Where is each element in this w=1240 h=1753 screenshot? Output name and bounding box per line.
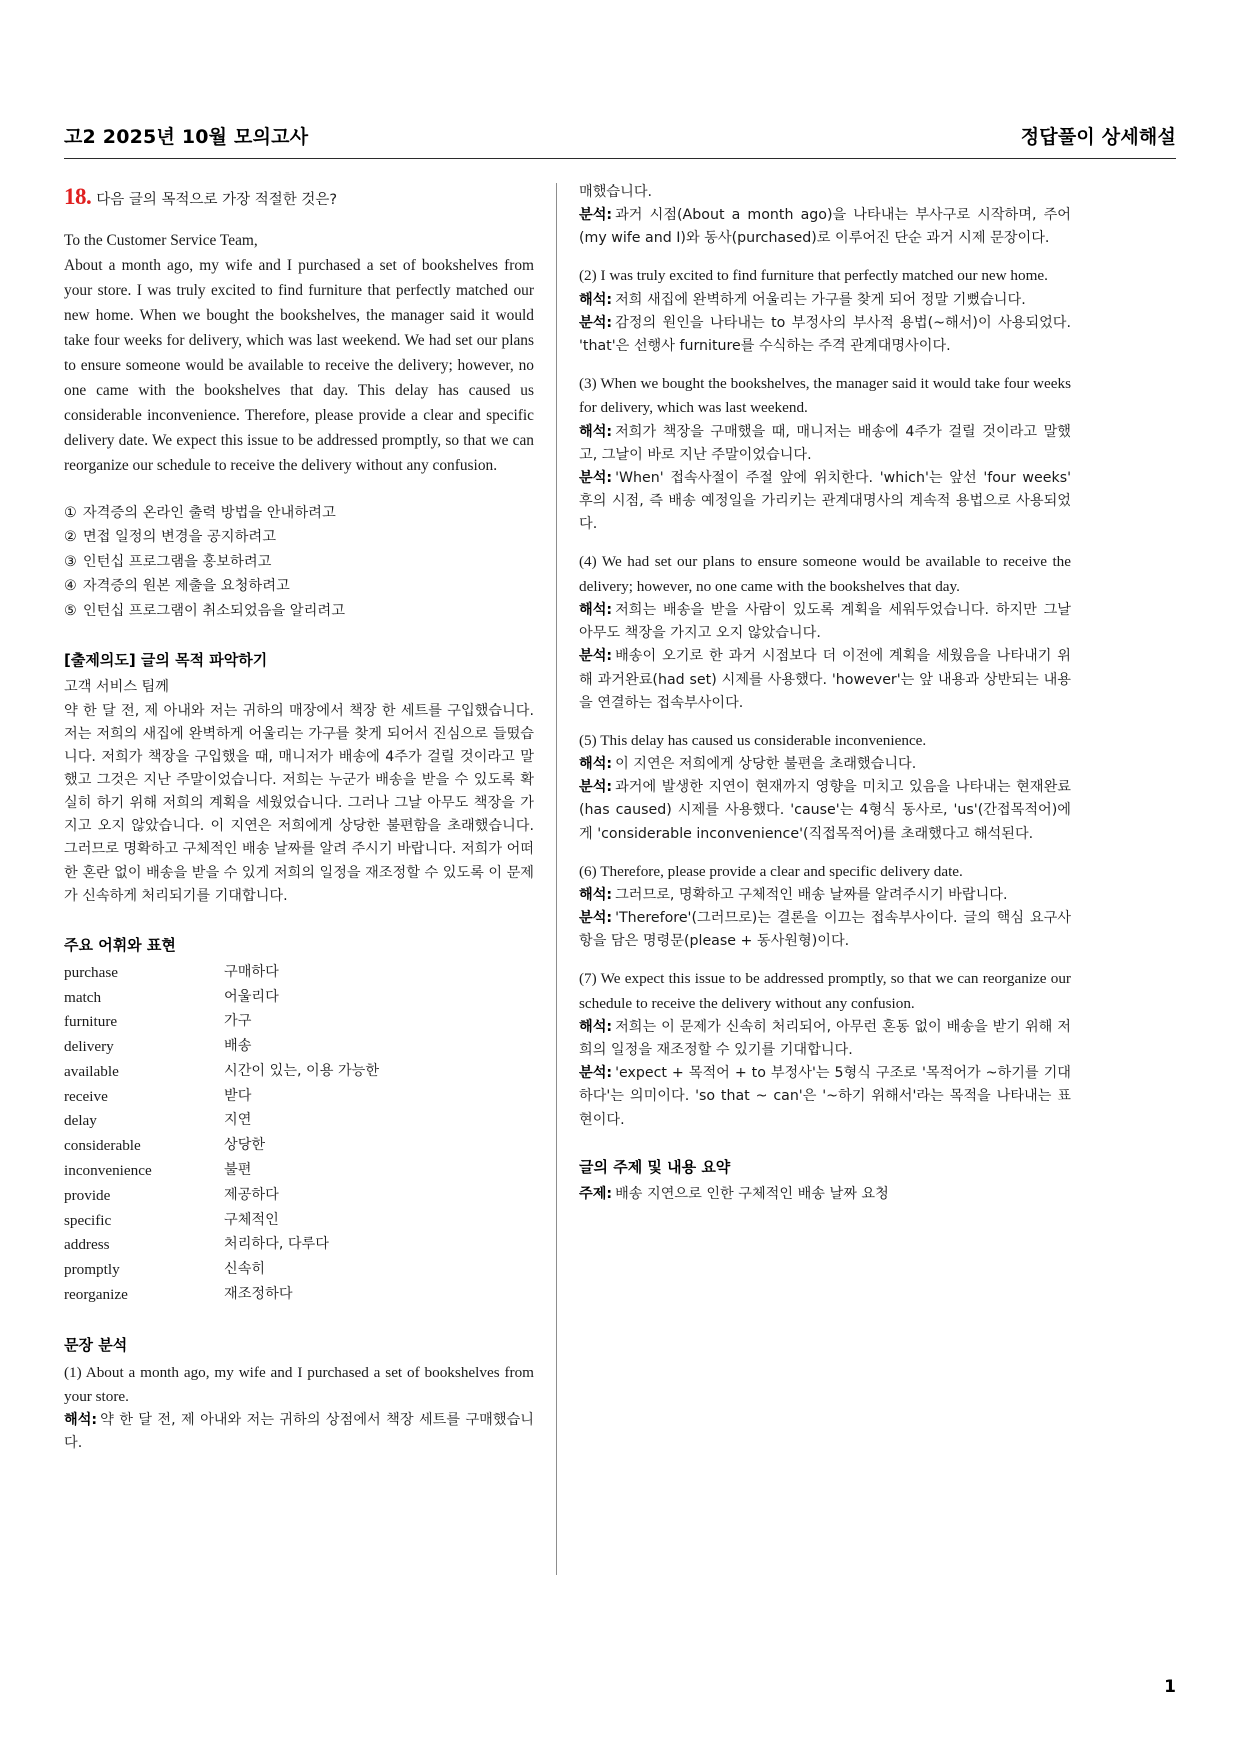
analysis-label: 분석: <box>579 314 613 331</box>
vocabulary-meaning: 신속히 <box>224 1261 266 1278</box>
translation-text: 그러므로, 명확하고 구체적인 배송 날짜를 알려주시기 바랍니다. <box>615 887 1008 903</box>
summary-body <box>579 1183 1071 1206</box>
translation-label: 해석: <box>64 1412 98 1429</box>
vocabulary-term: inconvenience <box>64 1162 152 1179</box>
vocabulary-row <box>64 1060 534 1085</box>
translation-text: 약 한 달 전, 제 아내와 저는 귀하의 상점에서 책장 세트를 구매했습니다. <box>64 1412 534 1452</box>
vocabulary-heading: 주요 어휘와 표현 <box>64 935 176 954</box>
translation-text: 저희는 이 문제가 신속히 처리되어, 아무런 혼동 없이 배송을 받기 위해 저희의 일정을 재조정할 수 있기를 기대합니다. <box>579 1019 1071 1059</box>
choice-1[interactable] <box>64 501 534 526</box>
vocabulary-term: purchase <box>64 963 118 981</box>
header-divider <box>64 158 1176 159</box>
analysis-label: 분석: <box>579 207 613 224</box>
translation-label: 해석: <box>579 887 613 903</box>
vocabulary-term: reorganize <box>64 1285 128 1303</box>
vocabulary-term: receive <box>64 1087 108 1105</box>
analysis-text: 'When' 접속사절이 주절 앞에 위치한다. 'which'는 앞선 'four weeks' 후의 시점, 즉 배송 예정일을 가리키는 관계대명사의 계속적 용법으로 사용되었다. <box>579 470 1071 533</box>
choice-label-2: 면접 일정의 변경을 공지하려고 <box>82 529 277 546</box>
question-number: 18. <box>64 184 92 209</box>
sentence-block-3 <box>579 372 1071 536</box>
choice-marker-2: ② <box>64 529 77 546</box>
sentence-translation-4 <box>579 599 1071 645</box>
intent-heading: [출제의도] 글의 목적 파악하기 <box>64 651 268 670</box>
analysis-label: 분석: <box>579 1065 613 1082</box>
intent-salutation: 고객 서비스 팀께 <box>64 679 169 696</box>
vocabulary-meaning: 가구 <box>224 1013 252 1030</box>
translation-label: 해석: <box>579 291 613 308</box>
vocabulary-term: delivery <box>64 1038 114 1056</box>
vocabulary-meaning: 처리하다, 다루다 <box>224 1236 329 1253</box>
translation-label: 해석: <box>579 423 613 440</box>
summary-text: 배송 지연으로 인한 구체적인 배송 날짜 요청 <box>615 1185 889 1202</box>
choice-5[interactable] <box>64 599 534 624</box>
choice-label-4: 자격증의 원본 제출을 요청하려고 <box>82 578 290 595</box>
vocabulary-term: available <box>64 1062 119 1080</box>
sentence-analysis-3 <box>579 467 1071 536</box>
left-column <box>64 181 556 1611</box>
analysis-label: 분석: <box>579 648 613 665</box>
vocabulary-meaning: 어울리다 <box>224 988 279 1005</box>
sentence-block-2 <box>579 264 1071 358</box>
page-number: 1 <box>1164 1677 1176 1697</box>
vocabulary-row <box>64 986 534 1011</box>
vocabulary-meaning: 불편 <box>224 1162 252 1178</box>
analysis-text: 'Therefore'(그러므로)는 결론을 이끄는 접속부사이다. 글의 핵심 요구사항을 담은 명령문(please + 동사원형)이다. <box>579 910 1071 950</box>
choice-label-3: 인턴십 프로그램을 홍보하려고 <box>82 553 272 570</box>
sentence-english-5: (5) This delay has caused us considerable inconvenience. <box>579 731 927 749</box>
choice-marker-3: ③ <box>64 553 77 570</box>
sentence-block-4 <box>579 550 1071 714</box>
translation-label: 해석: <box>579 756 613 773</box>
analysis-text: 배송이 오기로 한 과거 시점보다 더 이전에 계획을 세웠음을 나타내기 위해 과거완료(had set) 시제를 사용했다. 'however'는 앞 내용과 상반되는 내용을 연결하는 접속부사이다. <box>579 648 1071 711</box>
sentence-analysis-7 <box>579 1062 1071 1131</box>
vocabulary-row <box>64 1010 534 1035</box>
sentence-translation-1 <box>64 1409 534 1455</box>
vocabulary-term: provide <box>64 1186 111 1204</box>
choice-label-5: 인턴십 프로그램이 취소되었음을 알리려고 <box>82 602 346 619</box>
content-columns <box>64 181 1176 1611</box>
sentence-english-7: (7) We expect this issue to be addressed promptly, so that we can reorganize our schedule to receive the delivery without any confusion. <box>579 970 1071 1012</box>
sentence-translation-7 <box>579 1016 1071 1062</box>
sentence-translation-5 <box>579 753 1071 776</box>
vocabulary-meaning: 재조정하다 <box>224 1285 293 1302</box>
vocabulary-meaning: 구체적인 <box>224 1211 279 1228</box>
choice-4[interactable] <box>64 574 534 599</box>
analysis-label: 분석: <box>579 910 613 927</box>
analysis-heading: 문장 분석 <box>64 1335 128 1354</box>
vocabulary-meaning: 지연 <box>224 1112 252 1129</box>
vocabulary-term: furniture <box>64 1013 118 1031</box>
sentence-english-3: (3) When we bought the bookshelves, the manager said it would take four weeks for delivery, which was last weekend. <box>579 375 1071 417</box>
header-exam-title: 고2 2025년 10월 모의고사 <box>64 126 309 148</box>
sentence-analysis-4 <box>579 645 1071 714</box>
sentence-analysis-6 <box>579 907 1071 953</box>
answer-choices <box>64 501 534 624</box>
analysis-text: 과거 시점(About a month ago)을 나타내는 부사구로 시작하며, 주어(my wife and I)와 동사(purchased)로 이루어진 단순 과거 시제 문장이다. <box>579 207 1071 247</box>
vocabulary-row <box>64 1233 534 1258</box>
vocabulary-meaning: 제공하다 <box>224 1186 279 1203</box>
sentence-translation-6 <box>579 884 1071 907</box>
page-header <box>64 0 1176 149</box>
sentence-analysis-1 <box>579 204 1071 250</box>
question-prompt: 다음 글의 목적으로 가장 적절한 것은? <box>96 192 338 208</box>
translation-text: 저희 새집에 완벽하게 어울리는 가구를 찾게 되어 정말 기뻤습니다. <box>615 291 1026 308</box>
vocabulary-meaning: 받다 <box>224 1087 252 1104</box>
sentence-1-translation-continued: 매했습니다. <box>579 184 653 200</box>
choice-marker-1: ① <box>64 504 77 521</box>
choice-3[interactable] <box>64 550 534 575</box>
choice-marker-5: ⑤ <box>64 602 77 619</box>
sentence-block-7 <box>579 967 1071 1131</box>
translation-text: 저희는 배송을 받을 사람이 있도록 계획을 세워두었습니다. 하지만 그날 아무도 책장을 가지고 오지 않았습니다. <box>579 602 1071 642</box>
analysis-text: 'expect + 목적어 + to 부정사'는 5형식 구조로 '목적어가 ~하기를 기대하다'는 의미이다. 'so that ~ can'은 '~하기 위해서'라는 목적을 나타내는 표현이다. <box>579 1065 1071 1128</box>
vocabulary-row <box>64 1209 534 1234</box>
vocabulary-row <box>64 1184 534 1209</box>
vocabulary-meaning: 상당한 <box>224 1137 266 1154</box>
vocabulary-row <box>64 1258 534 1283</box>
sentence-analysis-2 <box>579 312 1071 358</box>
sentence-analysis-5 <box>579 776 1071 845</box>
vocabulary-row <box>64 1134 534 1159</box>
vocabulary-term: address <box>64 1236 110 1254</box>
sentence-english-2: (2) I was truly excited to find furniture that perfectly matched our new home. <box>579 267 1048 285</box>
vocabulary-row <box>64 1035 534 1060</box>
choice-2[interactable] <box>64 525 534 550</box>
sentence-english-6: (6) Therefore, please provide a clear and specific delivery date. <box>579 862 963 880</box>
summary-label: 주제: <box>579 1185 613 1202</box>
vocabulary-row <box>64 1159 534 1184</box>
passage-body: About a month ago, my wife and I purchased a set of bookshelves from your store. I was truly excited to find furniture that perfectly matched our new home. When we bought the bookshelves, the manager said it would take four weeks for delivery, which was last weekend. We had set our plans to ensure someone would be available to receive the delivery; however, no one came with the bookshelves that day. This delay has caused us considerable inconvenience. Therefore, please provide a clear and specific delivery date. We expect this issue to be addressed promptly, so that we can reorganize our schedule to receive the delivery without any confusion. <box>64 257 534 474</box>
column-divider <box>556 183 557 1575</box>
vocabulary-term: promptly <box>64 1261 120 1279</box>
summary-heading: 글의 주제 및 내용 요약 <box>579 1157 731 1176</box>
vocabulary-term: delay <box>64 1112 97 1130</box>
vocabulary-row <box>64 1085 534 1110</box>
sentence-translation-2 <box>579 289 1071 312</box>
vocabulary-meaning: 시간이 있는, 이용 가능한 <box>224 1062 380 1079</box>
translation-label: 해석: <box>579 602 613 619</box>
analysis-label: 분석: <box>579 470 613 487</box>
translation-text: 저희가 책장을 구매했을 때, 매니저는 배송에 4주가 걸릴 것이라고 말했고, 그날이 바로 지난 주말이었습니다. <box>579 423 1071 463</box>
analysis-label: 분석: <box>579 779 613 796</box>
analysis-text: 감정의 원인을 나타내는 to 부정사의 부사적 용법(~해서)이 사용되었다. 'that'은 선행사 furniture를 수식하는 주격 관계대명사이다. <box>579 314 1071 355</box>
sentence-block-5 <box>579 729 1071 846</box>
choice-marker-4: ④ <box>64 578 77 595</box>
vocabulary-row <box>64 1283 534 1308</box>
intent-translation: 약 한 달 전, 제 아내와 저는 귀하의 매장에서 책장 한 세트를 구입했습니다. 저는 저희의 새집에 완벽하게 어울리는 가구를 찾게 되어서 진심으로 들떴습니다. 저희가 책장을 구입했을 때, 매니저가 배송에 4주가 걸릴 것이라고 말했고 그것은 지난 주말이었습니다. 저희는 누군가 배송을 받을 수 있도록 확실히 하기 위해 저희의 계획을 세웠었습니다. 그러나 그날 아무도 책장을 가지고 오지 않았습니다. 이 지연은 저희에게 상당한 불편함을 초래했습니다. 그러므로 명확하고 구체적인 배송 날짜를 알려 주시기 바랍니다. 저희가 어떠한 혼란 없이 배송을 받을 수 있게 저희의 일정을 재조정할 수 있도록 이 문제가 신속하게 처리되기를 기대합니다. <box>64 702 534 904</box>
vocabulary-table <box>64 961 534 1308</box>
vocabulary-term: match <box>64 988 102 1006</box>
vocabulary-term: specific <box>64 1211 112 1229</box>
vocabulary-row <box>64 1109 534 1134</box>
vocabulary-meaning: 구매하다 <box>224 963 279 980</box>
sentence-translation-3 <box>579 421 1071 467</box>
header-section-title: 정답풀이 상세해설 <box>1020 126 1176 148</box>
right-column <box>579 181 1071 1611</box>
question-heading <box>64 181 534 212</box>
vocabulary-term: considerable <box>64 1137 141 1155</box>
analysis-text: 과거에 발생한 지연이 현재까지 영향을 미치고 있음을 나타내는 현재완료(has caused) 시제를 사용했다. 'cause'는 4형식 동사로, 'us'(간접목적어)에게 'considerable inconvenience'(직접목적어)를 초래했다고 해석된다. <box>579 779 1071 842</box>
choice-label-1: 자격증의 온라인 출력 방법을 안내하려고 <box>82 504 336 521</box>
translation-label: 해석: <box>579 1019 613 1036</box>
sentence-block-1 <box>64 1361 534 1456</box>
vocabulary-meaning: 배송 <box>224 1038 252 1055</box>
vocabulary-row <box>64 961 534 986</box>
passage-salutation: To the Customer Service Team, <box>64 232 258 250</box>
sentence-block-6 <box>579 860 1071 954</box>
sentence-english-1: (1) About a month ago, my wife and I purchased a set of bookshelves from your store. <box>64 1363 534 1405</box>
sentence-english-4: (4) We had set our plans to ensure someone would be available to receive the delivery; however, no one came with the bookshelves that day. <box>579 553 1071 595</box>
translation-text: 이 지연은 저희에게 상당한 불편을 초래했습니다. <box>615 756 917 773</box>
